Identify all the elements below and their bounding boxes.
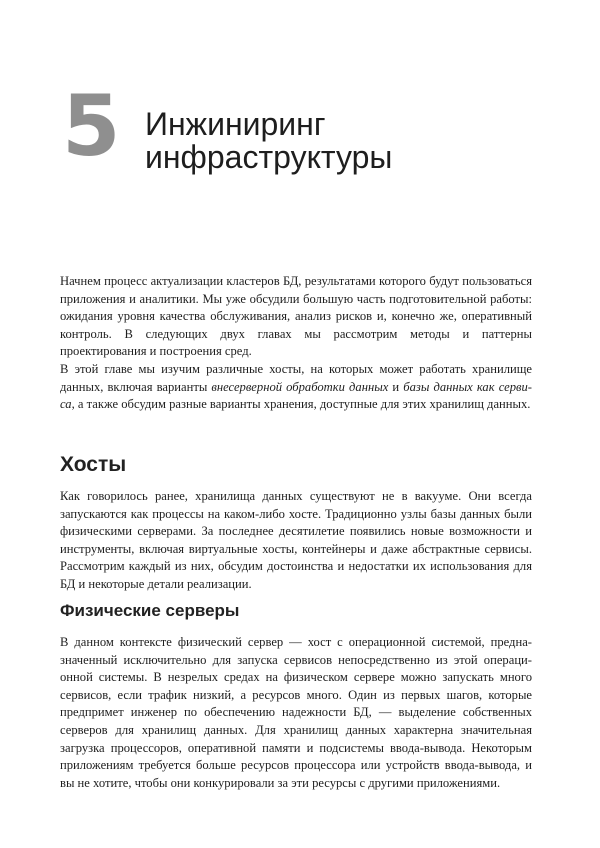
chapter-number: 5 (62, 77, 119, 175)
physical-servers-paragraph: В данном контексте физический сервер — хост с операционной системой, предназначенный исключительно для запуска сервисов непосредственно из этой операционной системы. В незрелых средах на физическом сервере можно запускать много сервисов, если трафик низкий, а ресурсов много. Один из первых шагов, которые предпримет инженер по обеспечению надежности БД, — выделение собственных серверов для хранилищ данных. Для хранилищ данных характерна значительная загрузка процессоров, оперативной памяти и подсистемы ввода-вывода. Некоторым приложениям требуется больше ресурсов процессора или устройств ввода-вывода, и вы не хотите, чтобы они конкурировали за эти ресурсы с другими приложениями. (60, 635, 532, 790)
serverless-term: внесерверной обработки данных (211, 379, 389, 394)
subsection-heading-physical-servers: Физические серверы (60, 601, 240, 620)
intro-paragraph-2-text-b: и (388, 379, 404, 394)
intro-paragraph-2 (60, 361, 532, 414)
chapter-title-line-2: инфраструктуры (145, 139, 393, 175)
section-heading-hosts: Хосты (60, 453, 127, 476)
chapter-title-line-1: Инжиниринг (145, 106, 326, 142)
hosts-paragraph: Как говорилось ранее, хранилища данных существуют не в вакууме. Они всегда запускаются как процессы на каком-либо хосте. Традиционно узлы базы данных были физическими серверами. За последнее десятилетие появились новые возможности и инструменты, включая виртуальные хосты, контейнеры и даже абстрактные сервисы. Рассмотрим каждый из них, обсудим достоинства и недостатки их использования для БД и некоторые детали реализации. (60, 489, 532, 591)
intro-paragraph-2-text-c: , а также обсудим разные варианты хранения, доступные для этих хранилищ данных. (71, 397, 531, 412)
dbaas-term: базы данных как сервиса (60, 379, 532, 412)
intro-paragraph-1: Начнем процесс актуализации кластеров БД, результатами которого будут пользоваться приложения и аналитики. Мы уже обсудили большую часть подготовительной работы: ожидания уровня качества обслуживания, анализ рисков и, конечно же, оперативный контроль. В следующих двух главах мы рассмотрим методы и паттерны проектирования и построения сред. (60, 274, 532, 359)
chapter-title (145, 108, 392, 174)
intro-paragraph-2-text-a: В этой главе мы изучим различные хосты, на которых может работать хранилище данных, включая варианты (60, 362, 532, 394)
